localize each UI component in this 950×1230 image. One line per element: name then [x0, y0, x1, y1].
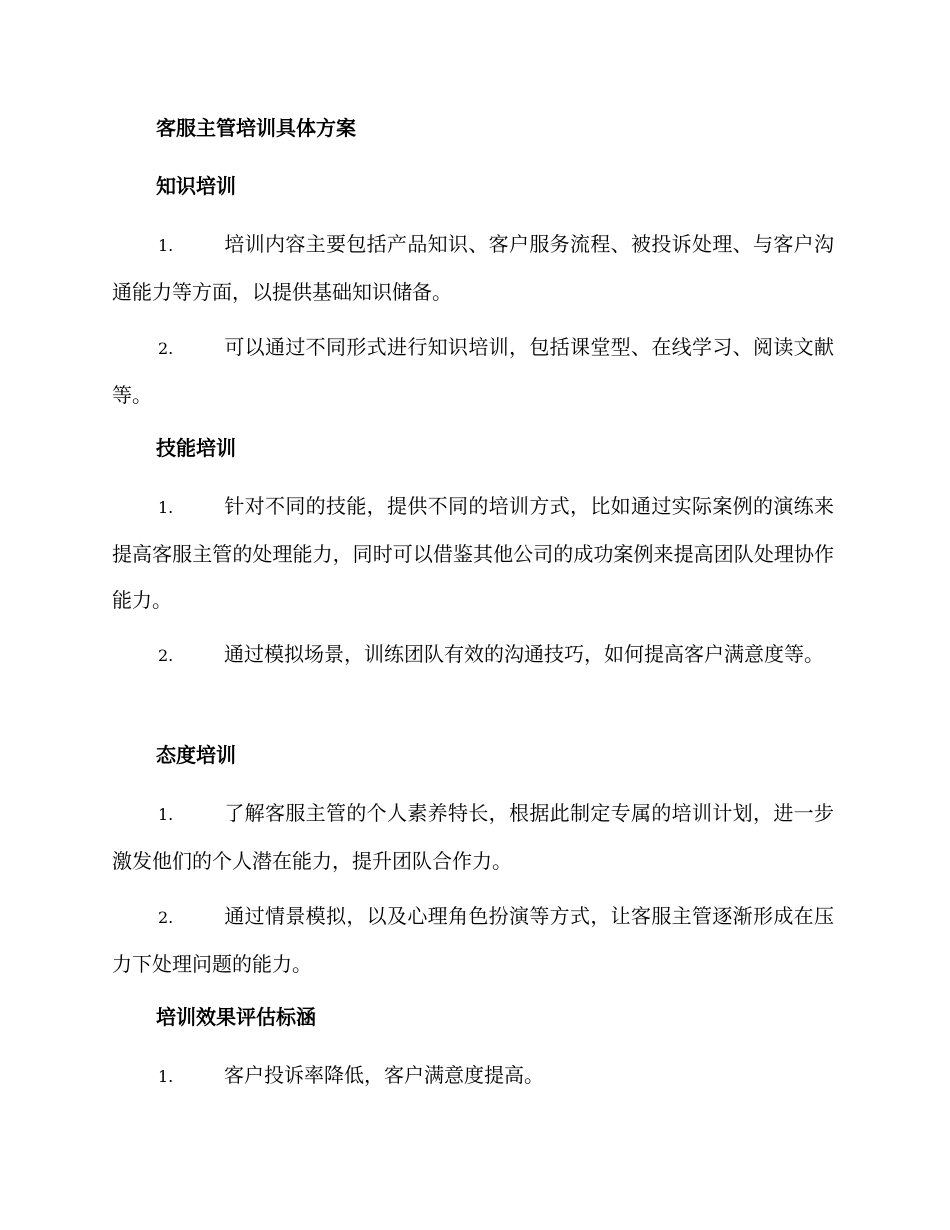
list-item-number: 1. [158, 805, 174, 824]
list-item-text: 通过情景模拟，以及心理角色扮演等方式，让客服主管逐渐形成在压力下处理问题的能力。 [112, 904, 834, 976]
section-heading-attitude: 态度培训 [156, 743, 236, 767]
list-item [112, 1052, 834, 1100]
list-item-number: 1. [158, 1067, 174, 1086]
section-heading-knowledge: 知识培训 [156, 174, 236, 198]
list-item-number: 2. [158, 646, 174, 665]
document-title: 客服主管培训具体方案 [156, 116, 356, 140]
section-heading-evaluation: 培训效果评估标涵 [156, 1005, 316, 1029]
list-item-number: 1. [158, 498, 174, 517]
list-item [112, 631, 834, 679]
list-item [112, 221, 834, 315]
list-item-text: 了解客服主管的个人素养特长，根据此制定专属的培训计划，进一步激发他们的个人潜在能力，提升团队合作力。 [112, 801, 834, 873]
list-item-text: 培训内容主要包括产品知识、客户服务流程、被投诉处理、与客户沟通能力等方面，以提供基础知识储备。 [112, 232, 834, 304]
list-item-number: 1. [158, 236, 174, 255]
list-item [112, 483, 834, 623]
list-item [112, 324, 834, 418]
list-item [112, 790, 834, 884]
list-item-text: 客户投诉率降低，客户满意度提高。 [224, 1063, 544, 1087]
list-item-number: 2. [158, 908, 174, 927]
section-heading-skills: 技能培训 [156, 436, 236, 460]
list-item-number: 2. [158, 339, 174, 358]
list-item-text: 针对不同的技能，提供不同的培训方式，比如通过实际案例的演练来提高客服主管的处理能力，同时可以借鉴其他公司的成功案例来提高团队处理协作能力。 [112, 494, 834, 612]
list-item-text: 可以通过不同形式进行知识培训，包括课堂型、在线学习、阅读文献等。 [112, 335, 834, 407]
list-item [112, 893, 834, 987]
list-item-text: 通过模拟场景，训练团队有效的沟通技巧，如何提高客户满意度等。 [224, 642, 824, 666]
